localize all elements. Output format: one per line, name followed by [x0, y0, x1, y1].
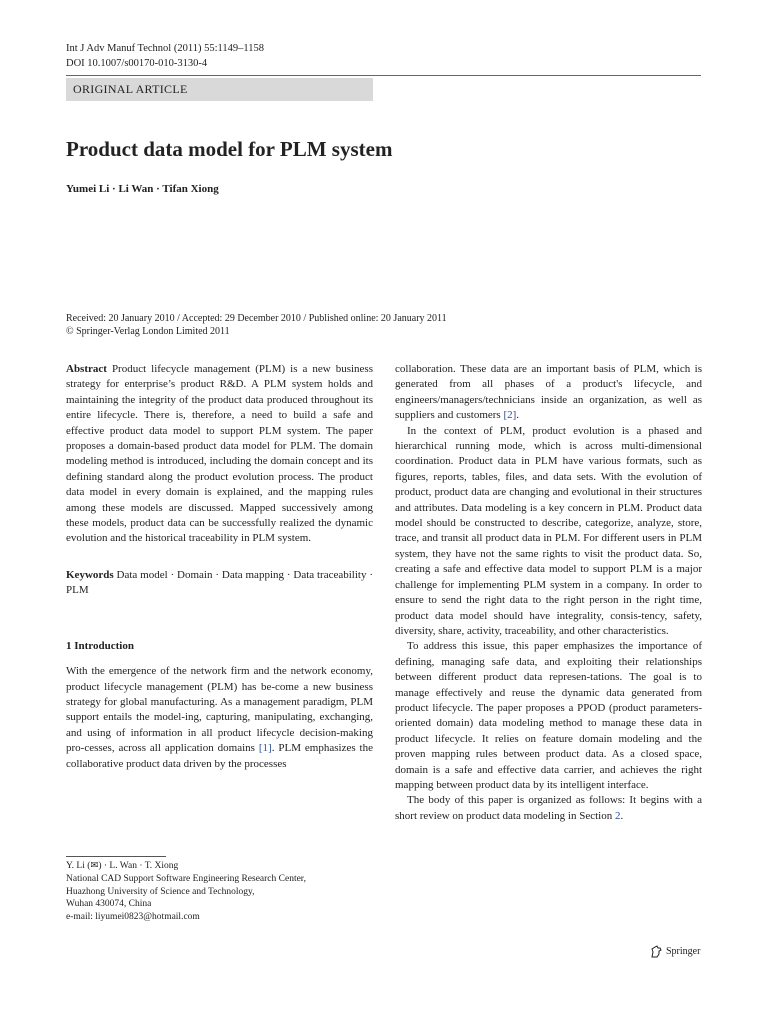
author-footnote	[66, 860, 306, 924]
right-p4-text-a: The body of this paper is organized as follows: It begins with a short review on product data modeling in Section	[395, 794, 702, 822]
footnote-rule	[66, 856, 166, 857]
right-paragraph-2: In the context of PLM, product evolution is a phased and hierarchical running mode, which is across multi-dimensional coordination. Product data in PLM have various formats, such as figures, reports, tables, files, and data sets. With the evolution of product, product data are changing and evolutional in their structures and attributes. Data modeling is a key concern in PLM. Product data model should be constructed to describe, categorize, analyze, store, trace, and transit all product data in PLM. For different users in PLM system, they have not the same rights to visit the product data. So, creating a safe and effective data model to support PLM is a major challenge for implementing PLM system in a company. In order to ensure to send the right data to the right person in the right time, product data model should have integrality, consis-tency, safety, diversity, share, activity, traceability, and other characteristics.	[395, 424, 702, 637]
section-link-2[interactable]: 2	[614, 809, 621, 822]
right-p1-text-a: collaboration. These data are an important basis of PLM, which is generated from all phases of a product's lifecycle, and engineers/managers/technicians inside an organization, as well as suppliers and customers	[395, 363, 702, 422]
dates-line: Received: 20 January 2010 / Accepted: 29 December 2010 / Published online: 20 January 2011	[66, 313, 447, 324]
abstract	[66, 362, 373, 547]
section-heading-introduction: 1 Introduction	[66, 639, 134, 652]
springer-horse-icon	[650, 945, 663, 958]
footnote-affiliation-1: National CAD Support Software Engineering Research Center,	[66, 873, 306, 884]
article-type-badge: ORIGINAL ARTICLE	[66, 78, 373, 101]
left-column	[66, 362, 373, 772]
doi-line: DOI 10.1007/s00170-010-3130-4	[66, 58, 208, 69]
right-paragraph-3: To address this issue, this paper emphasizes the importance of defining, managing safe data, and exploiting their relationships between different product data represen-tations. The goal is to manage effectively and reuse the dynamic data generated from product lifecycle. The paper proposes a PPOD (product parameters-oriented domain) data modeling method to manage these data in product lifecycle. It relies on feature domain modeling and the proven mapping rules between product data. As a closed space, domain is a safe and effective data carrier, and achieves the right mapping between product data by its intelligent interface.	[395, 640, 702, 791]
journal-citation	[66, 41, 264, 71]
authors: Yumei Li · Li Wan · Tifan Xiong	[66, 183, 219, 195]
keywords-text: Data model · Domain · Data mapping · Data traceability · PLM	[66, 568, 374, 597]
keywords-label: Keywords	[66, 568, 114, 581]
footnote-address: Wuhan 430074, China	[66, 899, 152, 910]
right-p1-text-b: .	[516, 409, 520, 422]
right-paragraph-1	[395, 362, 702, 424]
keywords	[66, 568, 373, 599]
right-p4-text-b: .	[620, 809, 624, 822]
citation-link-2[interactable]: [2]	[503, 409, 517, 422]
header-rule	[66, 75, 701, 76]
publisher-logo	[650, 945, 700, 958]
right-column	[395, 362, 702, 824]
footnote-authors: Y. Li (✉) · L. Wan · T. Xiong	[66, 861, 179, 871]
intro-paragraph	[66, 664, 373, 772]
page-title: Product data model for PLM system	[66, 137, 393, 161]
journal-line: Int J Adv Manuf Technol (2011) 55:1149–1158	[66, 43, 264, 54]
citation-link-1[interactable]: [1]	[258, 742, 272, 755]
footnote-email: e-mail: liyumei0823@hotmail.com	[66, 912, 200, 923]
footnote-affiliation-2: Huazhong University of Science and Technology,	[66, 886, 255, 897]
copyright-line: © Springer-Verlag London Limited 2011	[66, 326, 230, 337]
abstract-label: Abstract	[66, 363, 107, 375]
intro-text-a: With the emergence of the network firm and the network economy, product lifecycle management (PLM) has be-come a new business strategy for global manufacturing. As a management paradigm, PLM support entails the model-ing, capturing, manipulating, exchanging, and using of information in all product lifecycle decision-making pro-cesses, across all application domains	[66, 665, 373, 755]
publication-dates	[66, 312, 447, 338]
intro-text-b: . PLM emphasizes the collaborative product data driven by the processes	[66, 742, 373, 770]
springer-wordmark: Springer	[666, 946, 701, 957]
abstract-text: Product lifecycle management (PLM) is a new business strategy for enterprise’s product R&D. A PLM system holds and maintaining the integrity of the product data produced throughout its entire lifecycle. There is, therefore, a need to build a safe and effective product data model to support PLM system. The paper proposes a domain-based product data model for PLM. The domain modeling method is introduced, including the domain concept and its defining standard along the product evolution process. The product data model in every domain is explained, and the mapping rules among these models are discussed. Mapped successively among these models, product data can be successfully realized the dynamic evolution and the historical traceability in PLM system.	[66, 363, 373, 545]
right-paragraph-4	[395, 793, 702, 824]
